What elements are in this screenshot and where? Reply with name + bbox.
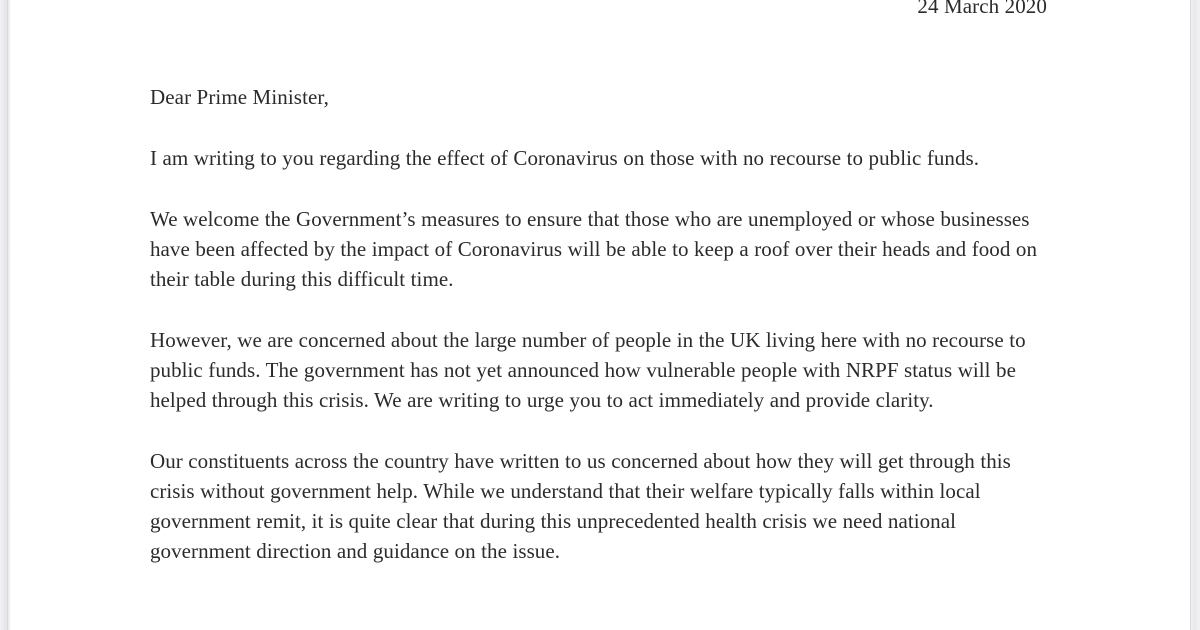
letter-date: 24 March 2020	[917, 0, 1047, 18]
letter-paragraph-4: Our constituents across the country have written to us concerned about how they will get through this crisis without government help. While we understand that their welfare typically falls within local government remit, it is quite clear that during this unprecedented health crisis we need national government direction and guidance on the issue.	[150, 449, 1011, 563]
page-gutter-right	[1190, 0, 1200, 630]
page-edge-line-left	[7, 0, 8, 630]
letter-paragraph-1: I am writing to you regarding the effect of Coronavirus on those with no recourse to public funds.	[150, 146, 980, 170]
letter-paragraph-2: We welcome the Government’s measures to ensure that those who are unemployed or whose businesses have been affected by the impact of Coronavirus will be able to keep a roof over their heads and food on their table during this difficult time.	[150, 207, 1037, 291]
page-gutter-left	[0, 0, 10, 630]
document-page	[10, 0, 1190, 630]
letter-paragraph-3: However, we are concerned about the large number of people in the UK living here with no recourse to public funds. The government has not yet announced how vulnerable people with NRPF status will be helped through this crisis. We are writing to urge you to act immediately and provide clarity.	[150, 328, 1026, 412]
letter-salutation: Dear Prime Minister,	[150, 85, 330, 109]
page-edge-line-right	[1190, 0, 1191, 630]
letter-body	[150, 0, 1050, 587]
